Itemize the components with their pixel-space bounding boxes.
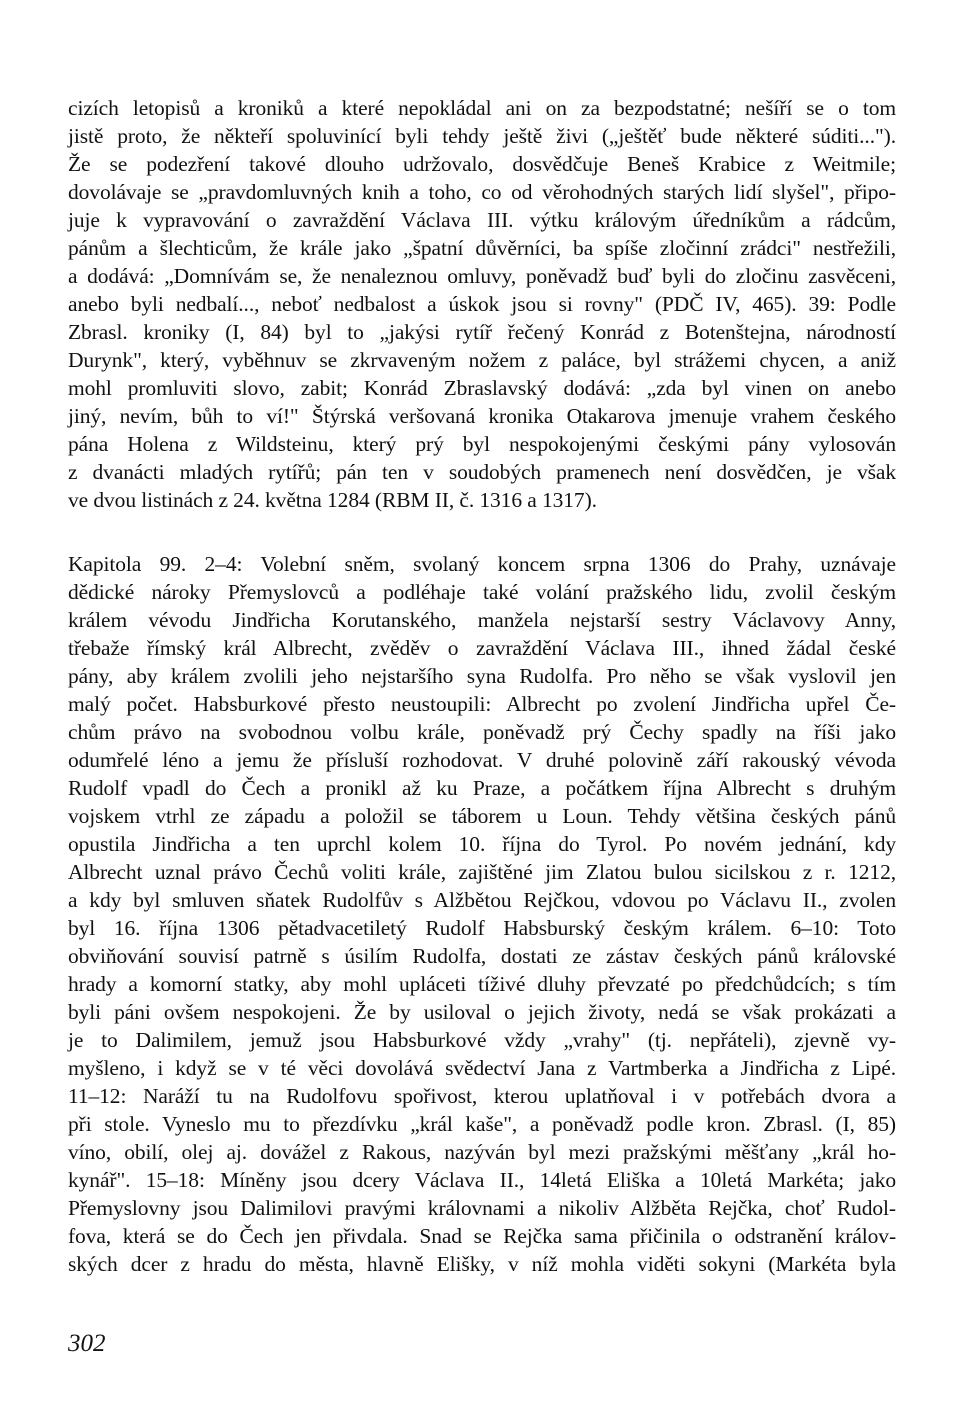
text-line: fova, která se do Čech jen přivdala. Snad se Rejčka sama přičinila o odstranění králov- (68, 1224, 896, 1248)
text-line: hrady a komorní statky, aby mohl upláceti tíživé dluhy převzaté po předchůdcích; s tím (68, 972, 896, 996)
text-line: třebaže římský král Albrecht, zvěděv o zavraždění Václava III., ihned žádal české (68, 636, 896, 660)
text-line: juje k vypravování o zavraždění Václava III. výtku královým úředníkům a rádcům, (68, 208, 896, 232)
page-number: 302 (68, 1330, 106, 1357)
text-line: obviňování souvisí patrně s úsilím Rudolfa, dostati ze zástav českých pánů královské (68, 944, 896, 968)
text-line: králem vévodu Jindřicha Korutanského, manžela nejstarší sestry Václavovy Anny, (68, 608, 896, 632)
text-line: je to Dalimilem, jemuž jsou Habsburkové vždy „vrahy" (tj. nepřáteli), zjevně vy- (68, 1028, 896, 1052)
text-line: Přemyslovny jsou Dalimilovi pravými královnami a nikoliv Alžběta Rejčka, choť Rudol- (68, 1196, 896, 1220)
text-line: ských dcer z hradu do města, hlavně Elišky, v níž mohla viděti sokyni (Markéta byla (68, 1252, 896, 1276)
paragraph-2 (68, 550, 896, 1278)
text-line: 11–12: Naráží tu na Rudolfovu spořivost, kterou uplatňoval i v potřebách dvora a (68, 1084, 896, 1108)
text-line: Albrecht uznal právo Čechů voliti krále, zajištěné jim Zlatou bulou sicilskou z r. 1212, (68, 860, 896, 884)
text-line: dovolávaje se „pravdomluvných knih a toho, co od věrohodných starých lidí slyšel", připo- (68, 180, 896, 204)
text-line: byl 16. října 1306 pětadvacetiletý Rudolf Habsburský českým králem. 6–10: Toto (68, 916, 896, 940)
text-line: Kapitola 99. 2–4: Volební sněm, svolaný koncem srpna 1306 do Prahy, uznávaje (68, 552, 896, 576)
text-line: Že se podezření takové dlouho udržovalo, dosvědčuje Beneš Krabice z Weitmile; (68, 152, 896, 176)
text-line: myšleno, i když se v té věci dovolává svědectví Jana z Vartmberka a Jindřicha z Lipé. (68, 1056, 896, 1080)
page-body (68, 94, 896, 1278)
text-line: kynář". 15–18: Míněny jsou dcery Václava II., 14letá Eliška a 10letá Markéta; jako (68, 1168, 896, 1192)
paragraph-1 (68, 94, 896, 514)
text-line: a dodává: „Domnívám se, že nenaleznou omluvy, poněvadž buď byli do zločinu zasvěceni, (68, 264, 896, 288)
text-line: cizích letopisů a kroniků a které nepokládal ani on za bezpodstatné; nešíří se o tom (68, 96, 896, 120)
text-line: víno, obilí, olej aj. dovážel z Rakous, nazýván byl mezi pražskými měšťany „král ho- (68, 1140, 896, 1164)
text-line: dědické nároky Přemyslovců a podléhaje také volání pražského lidu, zvolil českým (68, 580, 896, 604)
text-line: ve dvou listinách z 24. května 1284 (RBM II, č. 1316 a 1317). (68, 488, 597, 512)
paragraph-gap (68, 514, 896, 550)
text-line: jiný, nevím, bůh to ví!" Štýrská veršovaná kronika Otakarova jmenuje vrahem českého (68, 404, 896, 428)
text-line: z dvanácti mladých rytířů; pán ten v soudobých pramenech není dosvědčen, je však (68, 460, 896, 484)
text-line: pány, aby králem zvolili jeho nejstaršího syna Rudolfa. Pro něho se však vyslovil jen (68, 664, 896, 688)
text-line: jistě proto, že někteří spoluvinící byli tehdy ještě živi („ještěť bude některé súditi..."). (68, 124, 896, 148)
text-line: chům právo na svobodnou volbu krále, poněvadž prý Čechy spadly na říši jako (68, 720, 896, 744)
text-line: mohl promluviti slovo, zabit; Konrád Zbraslavský dodává: „zda byl vinen on anebo (68, 376, 896, 400)
text-line: Durynk", který, vyběhnuv se zkrvaveným nožem z paláce, byl strážemi chycen, a aniž (68, 348, 896, 372)
text-line: byli páni ovšem nespokojeni. Že by usiloval o jejich životy, nedá se však prokázati a (68, 1000, 896, 1024)
text-line: odumřelé léno a jemu že přísluší rozhodovat. V druhé polovině září rakouský vévoda (68, 748, 896, 772)
text-line: Rudolf vpadl do Čech a pronikl až ku Praze, a počátkem října Albrecht s druhým (68, 776, 896, 800)
text-line: anebo byli nedbalí..., neboť nedbalost a úskok jsou si rovny" (PDČ IV, 465). 39: Podle (68, 292, 896, 316)
text-line: pána Holena z Wildsteinu, který prý byl nespokojenými českými pány vylosován (68, 432, 896, 456)
text-line: pánům a šlechticům, že krále jako „špatní důvěrníci, ba spíše zločinní zrádci" nestřežili, (68, 236, 896, 260)
text-line: malý počet. Habsburkové přesto neustoupili: Albrecht po zvolení Jindřicha upřel Če- (68, 692, 896, 716)
text-line: Zbrasl. kroniky (I, 84) byl to „jakýsi rytíř řečený Konrád z Botenštejna, národností (68, 320, 896, 344)
text-line: při stole. Vyneslo mu to přezdívku „král kaše", a poněvadž podle kron. Zbrasl. (I, 85) (68, 1112, 896, 1136)
text-line: a kdy byl smluven sňatek Rudolfův s Alžbětou Rejčkou, vdovou po Václavu II., zvolen (68, 888, 896, 912)
text-line: vojskem vtrhl ze západu a položil se táborem u Loun. Tehdy většina českých pánů (68, 804, 896, 828)
text-line: opustila Jindřicha a ten uprchl kolem 10. října do Tyrol. Po novém jednání, kdy (68, 832, 896, 856)
